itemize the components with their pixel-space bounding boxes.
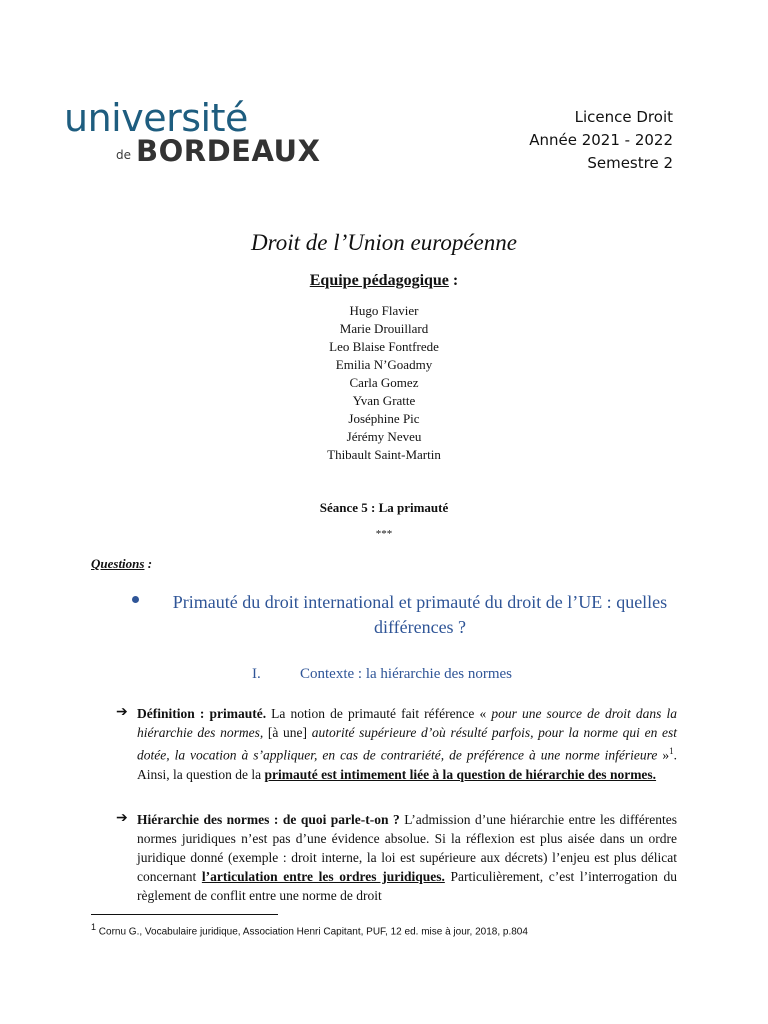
hierarchy-lead: Hiérarchie des normes : de quoi parle-t-on ? <box>137 812 400 827</box>
document-title: Droit de l’Union européenne <box>251 230 517 255</box>
semester: Semestre 2 <box>587 154 673 172</box>
team-member: Carla Gomez <box>349 375 419 390</box>
team-member: Joséphine Pic <box>348 411 420 426</box>
hierarchy-paragraph <box>137 810 677 905</box>
team-member: Marie Drouillard <box>339 321 429 336</box>
team-heading-label: Equipe pédagogique <box>309 272 449 289</box>
course-info <box>529 106 673 175</box>
session-title: Séance 5 : La primauté <box>319 500 449 515</box>
logo-bordeaux-text: BORDEAUX <box>136 134 321 168</box>
team-heading <box>0 272 768 290</box>
bullet-dot-icon <box>132 596 139 603</box>
footnote <box>91 922 528 937</box>
paragraph-text: L’admission d’une hiérarchie entre les différentes normes juridiques n’est pas d’une évidence absolue. Si la réflexion est plus aisée dans un ordre juridique donné (exemple : droit interne, la loi est supérieure aux décrets) l’enjeu est plus délicat concernant <box>137 812 677 884</box>
quote-text: autorité supérieure d’où résulté parfois, pour la norme qui en est dotée, la vocation à s’appliquer, en cas de contrariété, de préférence à une norme inférieure <box>137 725 677 763</box>
paragraph-text: » <box>657 747 670 763</box>
academic-year: Année 2021 - 2022 <box>529 131 673 149</box>
paragraph-text: [à une] <box>263 725 312 740</box>
paragraph-text: Particulièrement, c’est l’interrogation du règlement de conflit entre une norme de droit <box>137 869 678 903</box>
quote-text: pour une source de droit dans la hiérarchie des normes, <box>137 706 677 740</box>
paragraph-text: . Ainsi, la question de la <box>137 747 677 782</box>
questions-label: Questions <box>91 556 145 571</box>
footnote-text: Cornu G., Vocabulaire juridique, Association Henri Capitant, PUF, 12 ed. mise à jour, 2018, p.804 <box>96 926 528 938</box>
team-member: Thibault Saint-Martin <box>327 447 441 462</box>
paragraph-text: La notion de primauté fait référence « <box>266 706 492 721</box>
team-member: Jérémy Neveu <box>346 429 422 444</box>
logo-universite-text: université <box>64 96 248 140</box>
footnote-number: 1 <box>91 922 97 932</box>
arrow-right-icon: ➔ <box>116 811 128 826</box>
section-title: Contexte : la hiérarchie des normes <box>300 666 513 682</box>
definition-lead: Définition : primauté. <box>137 706 267 721</box>
team-member: Yvan Gratte <box>352 393 416 408</box>
emphasis-text: primauté est intimement liée à la question de hiérarchie des normes. <box>264 766 657 782</box>
emphasis-text: l’articulation entre les ordres juridiques. <box>201 869 445 884</box>
team-member: Emilia N’Goadmy <box>335 357 433 372</box>
logo-de-text: de <box>116 148 131 162</box>
definition-paragraph <box>137 704 677 784</box>
footnote-divider <box>91 914 278 915</box>
arrow-right-icon: ➔ <box>116 705 128 720</box>
section-number: I. <box>252 666 261 682</box>
team-heading-colon: : <box>448 272 459 289</box>
team-member-list <box>0 302 768 464</box>
separator-stars: *** <box>375 528 393 540</box>
team-member: Leo Blaise Fontfrede <box>329 339 439 354</box>
footnote-reference: 1 <box>669 746 674 756</box>
course-name: Licence Droit <box>574 108 673 126</box>
questions-colon: : <box>144 556 153 571</box>
question-item: Primauté du droit international et primauté du droit de l’UE : quelles différences ? <box>172 592 668 637</box>
university-logo <box>64 98 324 178</box>
questions-heading <box>91 556 152 572</box>
team-member: Hugo Flavier <box>349 303 419 318</box>
